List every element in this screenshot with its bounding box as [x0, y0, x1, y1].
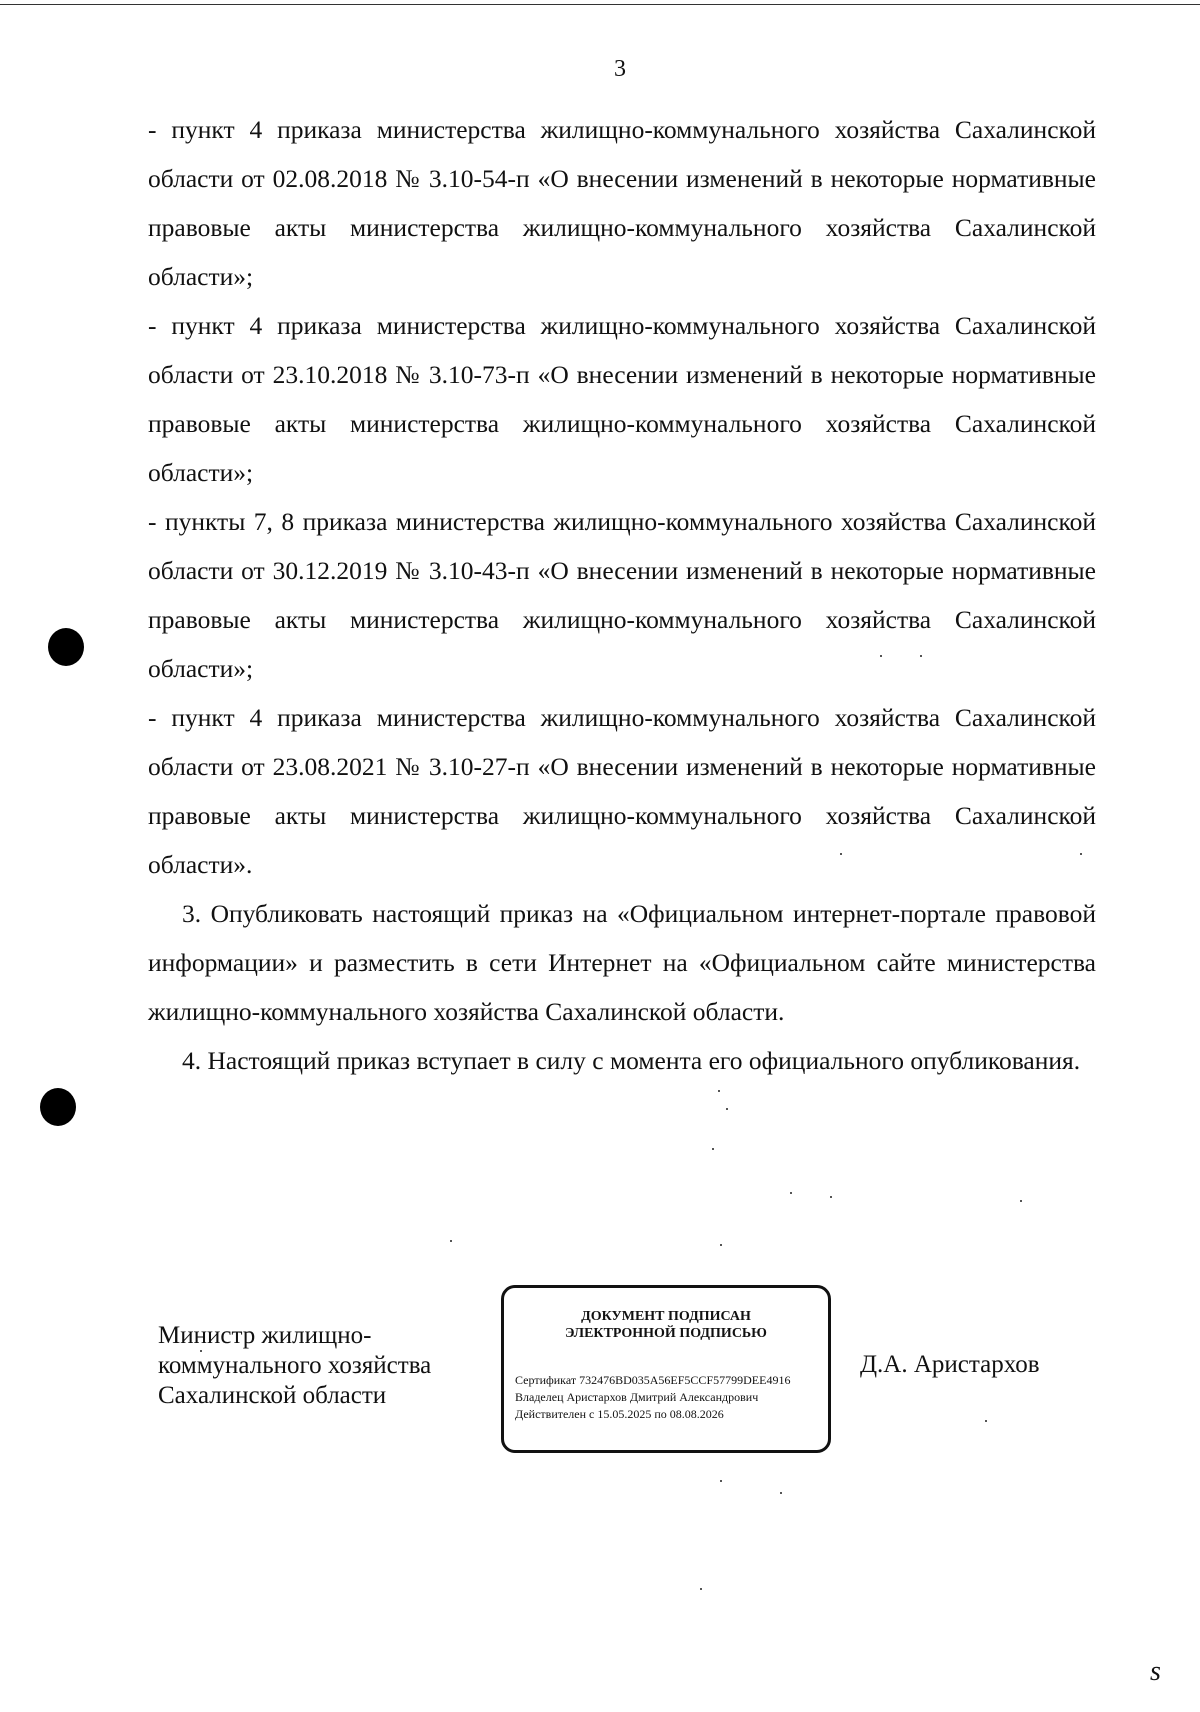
scan-speck	[700, 1588, 702, 1590]
signer-name: Д.А. Аристархов	[860, 1351, 1040, 1378]
stamp-heading	[504, 1308, 828, 1342]
page-number: 3	[614, 56, 626, 82]
punch-hole-mark-upper	[48, 628, 84, 666]
scan-speck	[830, 1196, 832, 1198]
scan-speck	[450, 1240, 452, 1242]
paragraph-item-2: - пункт 4 приказа министерства жилищно-коммунального хозяйства Сахалинской области от 23.10.2018 № 3.10-73-п «О внесении изменений в некоторые нормативные правовые акты министерства жилищно-коммунального хозяйства Сахалинской области»;	[148, 311, 1096, 487]
stamp-certificate: Сертификат 732476BD035A56EF5CCF57799DEE4916	[515, 1373, 791, 1387]
stamp-heading-line-2: ЭЛЕКТРОННОЙ ПОДПИСЬЮ	[565, 1326, 767, 1341]
signer-position-line-1: Министр жилищно-	[158, 1322, 372, 1349]
scan-speck	[712, 1148, 714, 1150]
scan-speck	[720, 1480, 722, 1482]
scan-speck	[200, 1350, 202, 1352]
paragraph-clause-3: 3. Опубликовать настоящий приказ на «Официальном интернет-портале правовой информации» и разместить в сети Интернет на «Официальном сайте министерства жилищно-коммунального хозяйства Сахалинской области.	[148, 899, 1096, 1026]
electronic-signature-stamp	[501, 1285, 831, 1453]
scan-speck	[780, 1492, 782, 1494]
stamp-heading-line-1: ДОКУМЕНТ ПОДПИСАН	[581, 1309, 751, 1324]
scan-speck	[985, 1420, 987, 1422]
signer-position-line-3: Сахалинской области	[158, 1382, 387, 1409]
paragraph-item-4: - пункт 4 приказа министерства жилищно-коммунального хозяйства Сахалинской области от 23.08.2021 № 3.10-27-п «О внесении изменений в некоторые нормативные правовые акты министерства жилищно-коммунального хозяйства Сахалинской области».	[148, 703, 1096, 879]
top-scan-line	[0, 4, 1200, 5]
paragraph-item-1: - пункт 4 приказа министерства жилищно-коммунального хозяйства Сахалинской области от 02.08.2018 № 3.10-54-п «О внесении изменений в некоторые нормативные правовые акты министерства жилищно-коммунального хозяйства Сахалинской области»;	[148, 115, 1096, 291]
scan-speck	[790, 1192, 792, 1194]
signer-position-line-2: коммунального хозяйства	[158, 1352, 432, 1379]
document-body	[148, 105, 1096, 1085]
scan-speck	[1080, 853, 1082, 855]
signer-position	[158, 1321, 431, 1411]
scan-speck	[726, 1108, 728, 1110]
scan-speck	[840, 853, 842, 855]
stamp-validity: Действителен с 15.05.2025 по 08.08.2026	[515, 1407, 724, 1421]
corner-handwritten-mark: ѕ	[1150, 1656, 1161, 1687]
scan-speck	[880, 655, 882, 657]
paragraph-item-3: - пункты 7, 8 приказа министерства жилищно-коммунального хозяйства Сахалинской области от 30.12.2019 № 3.10-43-п «О внесении изменений в некоторые нормативные правовые акты министерства жилищно-коммунального хозяйства Сахалинской области»;	[148, 507, 1096, 683]
scan-speck	[720, 1244, 722, 1246]
scan-speck	[920, 655, 922, 657]
scan-speck	[1020, 1200, 1022, 1202]
punch-hole-mark-lower	[40, 1088, 76, 1126]
paragraph-clause-4: 4. Настоящий приказ вступает в силу с момента его официального опубликования.	[182, 1046, 1081, 1075]
stamp-details	[515, 1372, 790, 1423]
signature-block	[0, 1285, 1200, 1465]
stamp-owner: Владелец Аристархов Дмитрий Александрович	[515, 1390, 759, 1404]
scan-speck	[718, 1090, 720, 1092]
